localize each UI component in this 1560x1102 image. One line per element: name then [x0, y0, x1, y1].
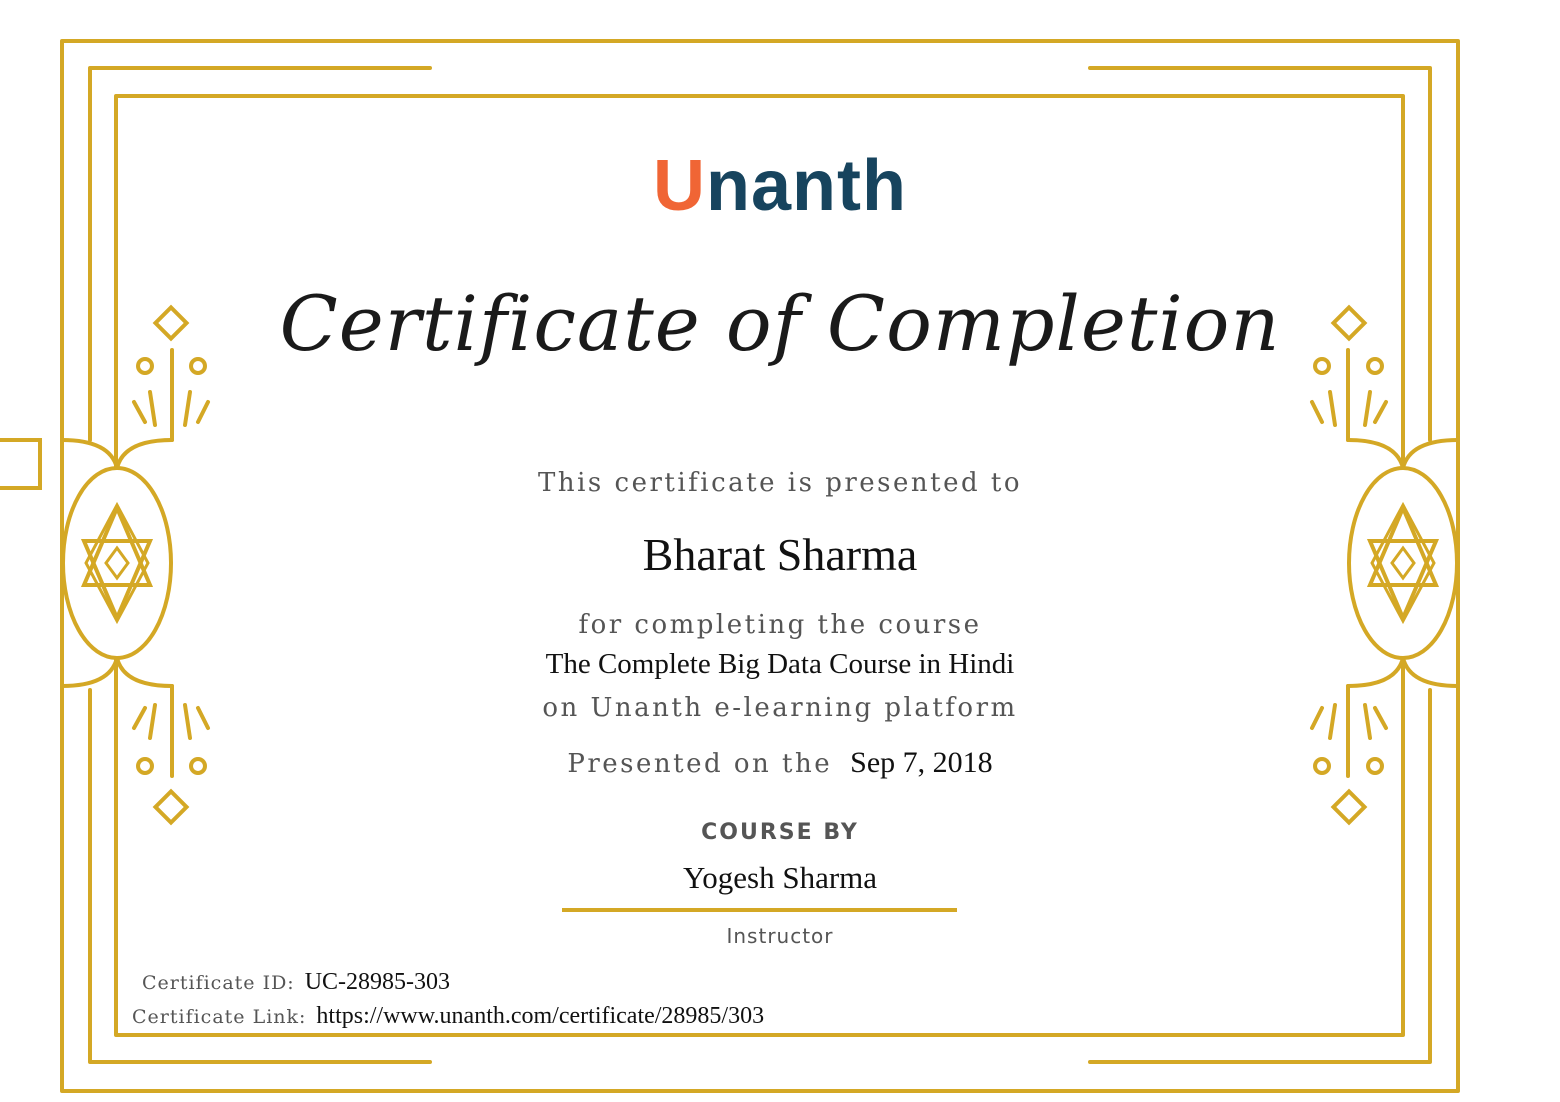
unanth-logo	[0, 146, 1560, 226]
certificate-id-label: Certificate ID:	[142, 972, 295, 994]
recipient-name: Bharat Sharma	[642, 529, 918, 580]
completion-date: Sep 7, 2018	[850, 746, 993, 779]
presented-on-label: Presented on the	[567, 749, 833, 779]
completing-label: for completing the course	[578, 610, 982, 640]
certificate-title: Certificate of Completion	[279, 279, 1281, 368]
certificate-link[interactable]: https://www.unanth.com/certificate/28985/303	[316, 1003, 765, 1029]
presented-date-row	[0, 748, 1560, 778]
certificate-id-value: UC-28985-303	[304, 969, 451, 995]
course-by-label: COURSE BY	[701, 820, 859, 845]
course-name: The Complete Big Data Course in Hindi	[545, 648, 1015, 680]
instructor-name: Yogesh Sharma	[682, 860, 878, 895]
logo-letter-u: U	[653, 146, 707, 226]
logo-text: nanth	[706, 146, 907, 226]
platform-label: on Unanth e-learning platform	[542, 693, 1018, 723]
certificate-link-row	[132, 1004, 764, 1028]
signature-line	[562, 908, 957, 912]
certificate-id-row	[142, 970, 450, 994]
instructor-role: Instructor	[726, 924, 834, 948]
presented-to-label: This certificate is presented to	[538, 468, 1022, 498]
certificate-link-label: Certificate Link:	[132, 1006, 307, 1028]
